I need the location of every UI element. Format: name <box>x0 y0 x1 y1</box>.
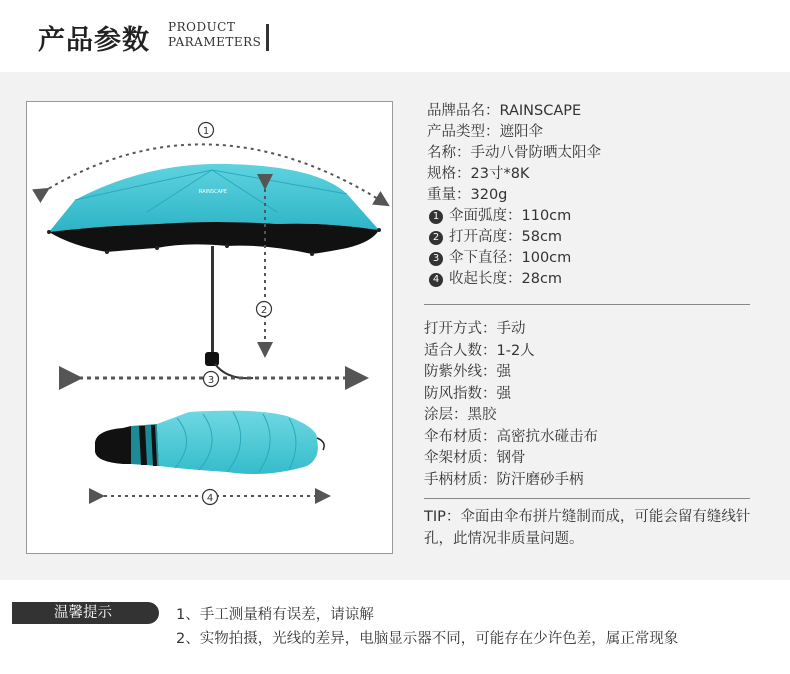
marker-3 <box>204 372 219 387</box>
number-badge: 1 <box>429 210 443 224</box>
title-en-line2: PARAMETERS <box>168 35 262 49</box>
detail-uv: 防紫外线：强 <box>424 364 511 380</box>
umbrella-shaft <box>211 246 214 354</box>
measurement-item <box>427 227 757 248</box>
umbrella-handle <box>205 352 219 366</box>
measurement-text: 伞面弧度：110cm <box>449 208 572 224</box>
measurement-text: 伞下直径：100cm <box>449 250 572 266</box>
detail-wind: 防风指数：强 <box>424 385 511 402</box>
detail-open-method: 打开方式：手动 <box>424 321 526 337</box>
number-badge: 4 <box>429 273 443 287</box>
section-header <box>0 0 790 72</box>
measurement-text: 打开高度：58cm <box>449 229 563 245</box>
tip-note: TIP：伞面由伞布拼片缝制而成，可能会留有缝线针孔，此情况非质量问题。 <box>424 509 751 547</box>
notice-item-1: 1、手工测量稍有误差，请谅解 <box>176 607 374 623</box>
product-parameters-panel <box>0 72 790 580</box>
spec-name: 名称：手动八骨防晒太阳伞 <box>427 145 601 161</box>
svg-text:3: 3 <box>207 375 215 386</box>
spec-list <box>427 101 757 290</box>
notice-label-badge <box>12 602 159 624</box>
spec-divider-top <box>424 304 750 305</box>
title-divider-bar <box>266 24 269 51</box>
umbrella-diagram <box>26 101 393 554</box>
svg-text:1: 1 <box>202 126 210 137</box>
number-badge: 2 <box>429 231 443 245</box>
canopy-logo: RAINSCAPE <box>198 189 228 195</box>
measurement-item <box>427 206 757 227</box>
measurement-item <box>427 248 757 269</box>
detail-capacity: 适合人数：1-2人 <box>424 342 535 359</box>
marker-4 <box>203 490 218 505</box>
spec-weight: 重量：320g <box>427 187 508 203</box>
detail-list <box>424 319 754 491</box>
detail-coating: 涂层：黑胶 <box>424 407 497 423</box>
number-badge: 3 <box>429 252 443 266</box>
handle-strap <box>215 364 253 378</box>
measurement-item <box>427 269 757 290</box>
section-title-en <box>168 20 261 50</box>
title-en-line1: PRODUCT <box>168 20 236 34</box>
section-title: 产品参数 <box>38 25 150 56</box>
spec-size: 规格：23寸*8K <box>427 166 530 182</box>
measurement-text: 收起长度：28cm <box>449 271 563 287</box>
detail-frame: 伞架材质：钢骨 <box>424 450 526 466</box>
detail-handle: 手柄材质：防汗磨砂手柄 <box>424 471 584 488</box>
notice-label: 温馨提示 <box>54 605 112 621</box>
spec-divider-bottom <box>424 498 750 499</box>
marker-2 <box>257 302 272 317</box>
svg-text:4: 4 <box>206 493 214 504</box>
umbrella-diagram-svg <box>27 102 393 554</box>
spec-brand: 品牌品名：RAINSCAPE <box>427 103 582 119</box>
notice-section <box>0 580 790 674</box>
folded-umbrella <box>95 411 324 474</box>
spec-type: 产品类型：遮阳伞 <box>427 124 543 140</box>
svg-text:2: 2 <box>260 305 268 316</box>
detail-fabric: 伞布材质：高密抗水碰击布 <box>424 428 598 445</box>
marker-1 <box>199 123 214 138</box>
umbrella-canopy <box>49 164 379 232</box>
notice-item-2: 2、实物拍摄，光线的差异，电脑显示器不同，可能存在少许色差，属正常现象 <box>176 631 679 647</box>
